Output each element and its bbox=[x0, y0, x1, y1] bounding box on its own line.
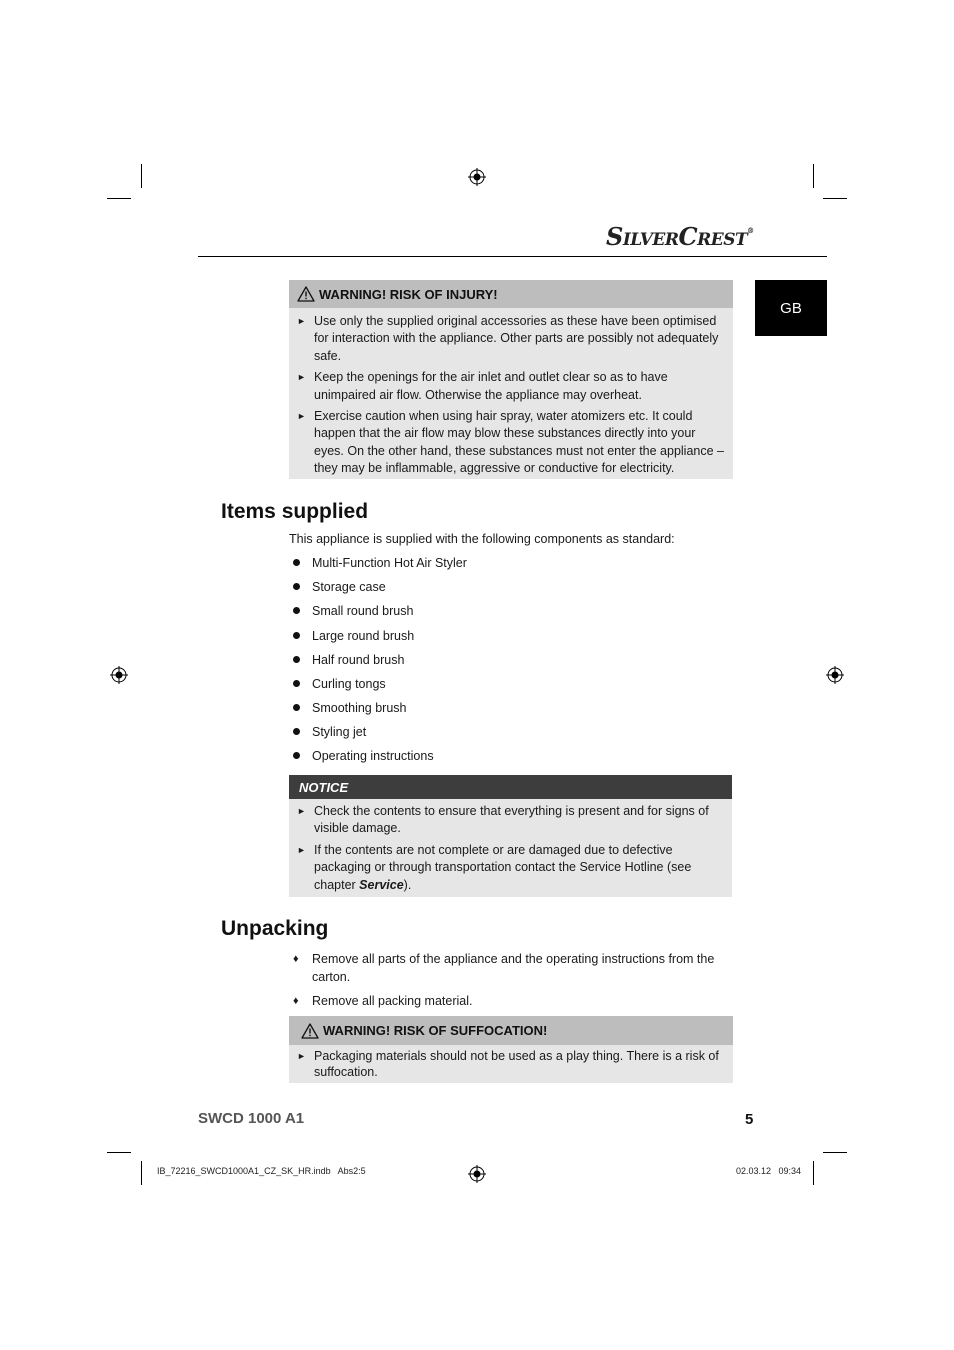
list-item: Curling tongs bbox=[293, 677, 386, 691]
diamond-icon: ♦ bbox=[293, 953, 299, 965]
page-number: 5 bbox=[745, 1111, 754, 1128]
warning-suffocation-title: WARNING! RISK OF SUFFOCATION! bbox=[323, 1023, 548, 1038]
registration-mark-icon bbox=[826, 666, 844, 684]
bullet-icon bbox=[293, 583, 300, 590]
crop-mark bbox=[823, 198, 847, 199]
items-supplied-heading: Items supplied bbox=[221, 500, 369, 523]
brand-logo: SILVERCREST® bbox=[606, 222, 754, 251]
list-item: Operating instructions bbox=[293, 749, 434, 763]
slug-file-info: IB_72216_SWCD1000A1_CZ_SK_HR.indb Abs2:5 bbox=[157, 1166, 366, 1176]
list-item: Storage case bbox=[293, 580, 386, 594]
list-item: Multi-Function Hot Air Styler bbox=[293, 556, 467, 570]
crop-mark bbox=[141, 1161, 142, 1185]
warning-item: ► Packaging materials should not be used as a play thing. There is a risk of suffocation. bbox=[297, 1049, 719, 1079]
warning-triangle-icon bbox=[301, 1023, 319, 1039]
warning-item: ► Keep the openings for the air inlet and outlet clear so as to have unimpaired air flow. Otherwise the appliance may overheat. bbox=[297, 370, 668, 402]
warning-item: ► Use only the supplied original accessories as these have been optimised for interaction with the appliance. Other parts are possibly not adequately safe. bbox=[297, 314, 719, 363]
bullet-icon bbox=[293, 656, 300, 663]
warning-injury-title: WARNING! RISK OF INJURY! bbox=[319, 286, 498, 302]
list-item: Half round brush bbox=[293, 653, 404, 667]
list-item: ♦ Remove all packing material. bbox=[293, 994, 473, 1008]
chapter-reference: Service bbox=[359, 877, 404, 892]
registration-mark-icon bbox=[468, 1165, 486, 1183]
warning-triangle-icon bbox=[297, 286, 315, 302]
registration-mark-icon bbox=[468, 168, 486, 186]
bullet-icon bbox=[293, 704, 300, 711]
list-item: ♦ Remove all parts of the appliance and the operating instructions from the carton. bbox=[293, 952, 715, 984]
notice-title: NOTICE bbox=[299, 779, 349, 795]
bullet-icon bbox=[293, 559, 300, 566]
warning-item: ► Exercise caution when using hair spray, water atomizers etc. It could happen that the air flow may blow these substances directly into your eyes. On the other hand, these substances must not enter the appliance – they may be inflammable, aggressive or conductive for electricity. bbox=[297, 409, 724, 476]
warning-injury-header bbox=[289, 280, 733, 308]
notice-item: ► Check the contents to ensure that everything is present and for signs of visible damage. bbox=[297, 804, 709, 836]
arrow-icon: ► bbox=[297, 806, 306, 816]
warning-suffocation-header bbox=[289, 1016, 733, 1045]
language-tab: GB bbox=[755, 280, 827, 336]
list-item: Styling jet bbox=[293, 725, 366, 739]
arrow-icon: ► bbox=[297, 844, 306, 855]
crop-mark bbox=[107, 198, 131, 199]
list-item: Smoothing brush bbox=[293, 701, 407, 715]
header-rule bbox=[198, 256, 827, 257]
items-supplied-intro: This appliance is supplied with the following components as standard: bbox=[289, 532, 675, 546]
notice-item: ► If the contents are not complete or are damaged due to defective packaging or through transportation contact the Service Hotline (see chapter Service). bbox=[297, 842, 692, 892]
slug-date-time: 02.03.12 09:34 bbox=[736, 1166, 802, 1176]
warning-injury-box bbox=[289, 280, 733, 479]
warning-suffocation-box bbox=[289, 1016, 733, 1083]
bullet-icon bbox=[293, 752, 300, 759]
arrow-icon: ► bbox=[297, 316, 306, 326]
notice-box bbox=[289, 775, 732, 897]
notice-header bbox=[289, 775, 732, 799]
arrow-icon: ► bbox=[297, 1051, 306, 1061]
list-item: Small round brush bbox=[293, 604, 413, 618]
bullet-icon bbox=[293, 632, 300, 639]
crop-mark bbox=[141, 164, 142, 188]
crop-mark bbox=[823, 1152, 847, 1153]
bullet-icon bbox=[293, 728, 300, 735]
unpacking-heading: Unpacking bbox=[221, 917, 329, 940]
arrow-icon: ► bbox=[297, 411, 306, 422]
crop-mark bbox=[107, 1152, 131, 1153]
diamond-icon: ♦ bbox=[293, 995, 299, 1007]
bullet-icon bbox=[293, 607, 300, 614]
crop-mark bbox=[813, 1161, 814, 1185]
crop-mark bbox=[813, 164, 814, 188]
bullet-icon bbox=[293, 680, 300, 687]
model-number: SWCD 1000 A1 bbox=[198, 1110, 305, 1127]
registration-mark-icon bbox=[110, 666, 128, 684]
arrow-icon: ► bbox=[297, 372, 306, 383]
list-item: Large round brush bbox=[293, 629, 414, 643]
